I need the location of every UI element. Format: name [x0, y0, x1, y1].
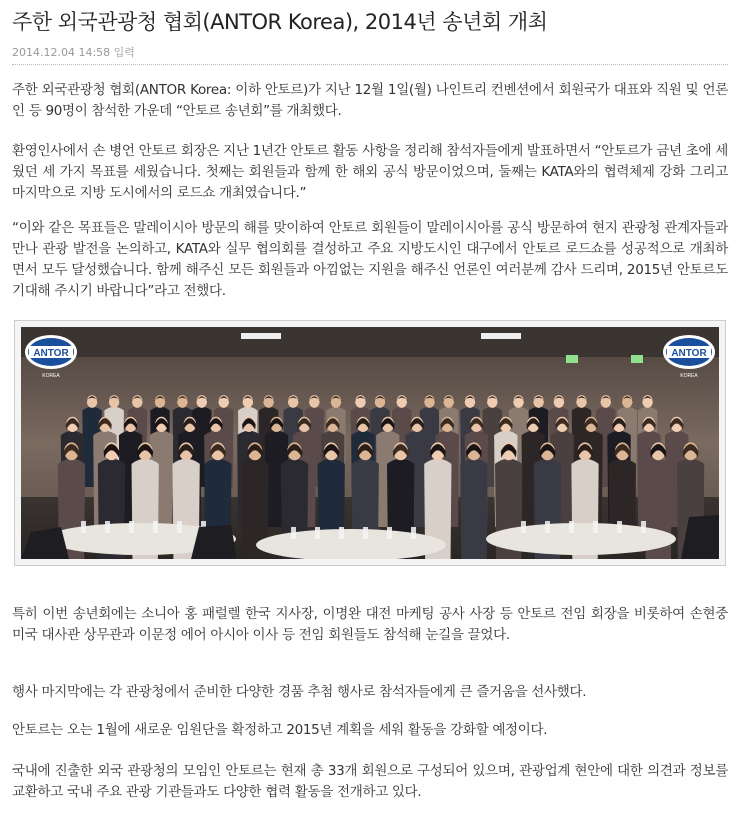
article-title: 주한 외국관광청 협회(ANTOR Korea), 2014년 송년회 개최	[12, 10, 548, 34]
wine-glass	[387, 527, 392, 539]
wine-glass	[569, 521, 574, 533]
article-date: 2014.12.04 14:58 입력	[12, 46, 135, 59]
event-group-photo	[21, 327, 719, 559]
paragraph-quote: “이와 같은 목표들은 말레이시아 방문의 해를 맞이하여 안토르 회원들이 말레이시아를 공식 방문하여 현지 관광청 관계자들과 만나 관광 발전을 논의하고, KATA와 실무 협의회를 결성하고 주요 지방도시인 대구에서 안토르 로드쇼를 성공적으로 개최하면서 모두 달성했습니다. 함께 해주신 모든 회원들과 아낌없는 지원을 해주신 언론인 여러분께 감사 드리며, 2015년 안토르도 기대해 주시기 바랍니다”라고 전했다.	[12, 220, 728, 299]
svg-text:ANTOR: ANTOR	[33, 348, 69, 359]
wine-glass	[411, 527, 416, 539]
wine-glass	[291, 527, 296, 539]
title-divider	[12, 64, 728, 65]
wine-glass	[521, 521, 526, 533]
wine-glass	[315, 527, 320, 539]
wine-glass	[81, 521, 86, 533]
table	[486, 523, 676, 555]
wine-glass	[593, 521, 598, 533]
svg-text:KOREA: KOREA	[680, 373, 698, 379]
wine-glass	[105, 521, 110, 533]
wine-glass	[153, 521, 158, 533]
wine-glass	[363, 527, 368, 539]
paragraph-intro: 주한 외국관광청 협회(ANTOR Korea: 이하 안토르)가 지난 12월 1일(월) 나인트리 컨벤션에서 회원국가 대표와 직원 및 언론인 등 90명이 참석한 가운데 “안토르 송년회”를 개최했다.	[12, 82, 728, 119]
wine-glass	[545, 521, 550, 533]
wine-glass	[641, 521, 646, 533]
event-photo-frame	[14, 320, 726, 566]
wine-glass	[177, 521, 182, 533]
paragraph-greeting: 환영인사에서 손 병언 안토르 회장은 지난 1년간 안토르 활동 사항을 정리해 참석자들에게 발표하면서 “안토르가 금년 초에 세웠던 세 가지 목표를 세웠습니다. 첫째는 회원들과 함께 한 해외 공식 방문이었으며, 둘째는 KATA와의 협력체제 강화 그리고 마지막으로 지방 도시에서의 로드쇼 개최였습니다.”	[12, 143, 728, 201]
svg-text:KOREA: KOREA	[42, 373, 60, 379]
paragraph-raffle: 행사 마지막에는 각 관광청에서 준비한 다양한 경품 추첨 행사로 참석자들에게 큰 즐거움을 선사했다.	[12, 684, 587, 700]
wine-glass	[129, 521, 134, 533]
wine-glass	[339, 527, 344, 539]
paragraph-plans: 안토르는 오는 1월에 새로운 임원단을 확정하고 2015년 계획을 세워 활동을 강화할 예정이다.	[12, 722, 548, 738]
paragraph-about: 국내에 진출한 외국 관광청의 모임인 안토르는 현재 총 33개 회원으로 구성되어 있으며, 관광업계 현안에 대한 의견과 정보를 교환하고 국내 주요 관광 기관들과도 다양한 협력 활동을 전개하고 있다.	[12, 763, 728, 800]
wine-glass	[617, 521, 622, 533]
svg-text:ANTOR: ANTOR	[671, 348, 707, 359]
paragraph-guests: 특히 이번 송년회에는 소니아 홍 패럴렐 한국 지사장, 이명완 대전 마케팅 공사 사장 등 안토르 전임 회장을 비롯하여 손현중 미국 대사관 상무관과 이문정 에어 아시아 이사 등 전임 회원들도 참석해 눈길을 끌었다.	[12, 606, 728, 643]
